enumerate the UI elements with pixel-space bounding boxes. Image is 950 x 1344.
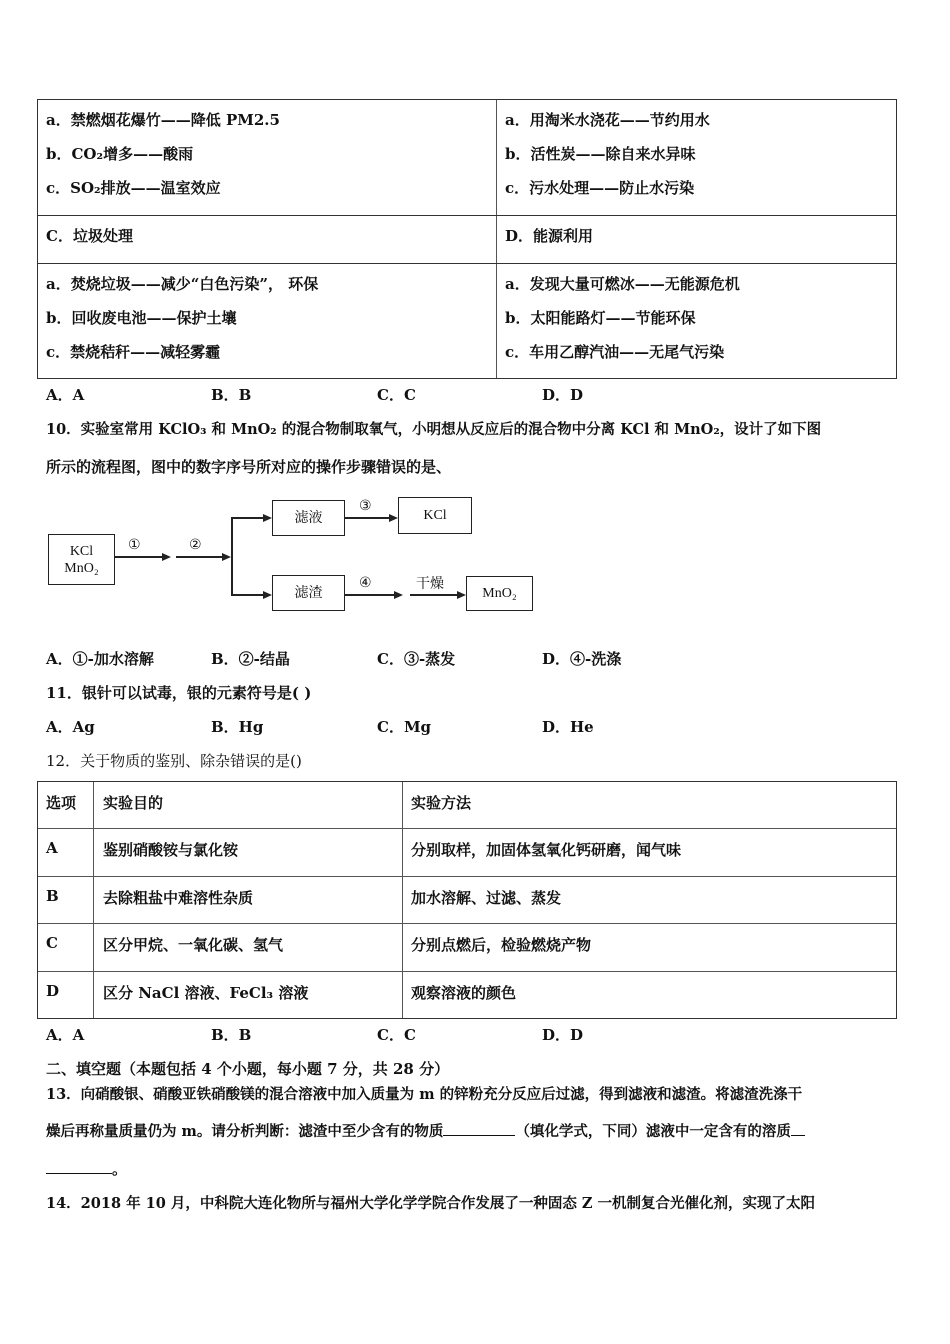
question-10-text: 所示的流程图，图中的数字序号所对应的操作步骤错误的是、 — [46, 458, 452, 476]
header-purpose: 实验目的 — [103, 794, 164, 812]
question-12-text: 12．关于物质的鉴别、除杂错误的是() — [46, 752, 302, 770]
step-4-label: ④ — [359, 575, 372, 591]
flow-label: 滤渣 — [294, 585, 323, 601]
answer-option-d[interactable]: D．D — [542, 386, 584, 404]
answer-blank-2[interactable] — [791, 1121, 805, 1136]
answer-option-c[interactable]: C．③-蒸发 — [377, 650, 456, 668]
answer-option-a[interactable]: A．①-加水溶解 — [46, 650, 154, 668]
table-divider — [402, 782, 403, 1018]
cell-text: b．CO₂增多——酸雨 — [46, 145, 194, 163]
cell-text: a．用淘米水浇花——节约用水 — [505, 111, 710, 129]
row-method: 分别取样，加固体氢氧化钙研磨，闻气味 — [411, 841, 682, 859]
arrow-head-icon — [263, 514, 272, 522]
table-divider — [38, 828, 896, 829]
arrow-line — [231, 594, 264, 596]
cell-text: a．焚烧垃圾——减少“白色污染”， 环保 — [46, 275, 319, 293]
branch-line — [231, 517, 233, 595]
question-14-text: 14．2018 年 10 月，中科院大连化物所与福州大学化学学院合作发展了一种固态 Z 一机制复合光催化剂，实现了太阳 — [46, 1195, 816, 1212]
table-divider — [38, 876, 896, 877]
row-method: 加水溶解、过滤、蒸发 — [411, 889, 562, 907]
question-13-segment: 。 — [112, 1160, 128, 1178]
flow-label: MnO₂ — [64, 560, 99, 576]
table-divider — [93, 782, 94, 1018]
table-divider — [496, 100, 497, 378]
cell-text: c．污水处理——防止水污染 — [505, 179, 695, 197]
answer-option-d[interactable]: D．D — [542, 1026, 584, 1044]
section-header-d: D．能源利用 — [505, 227, 594, 245]
answer-option-b[interactable]: B．B — [211, 386, 252, 404]
arrow-line — [345, 517, 389, 519]
arrow-head-icon — [263, 591, 272, 599]
dry-label: 干燥 — [416, 576, 444, 592]
answer-option-c[interactable]: C．Mg — [377, 718, 432, 736]
step-2-label: ② — [189, 537, 202, 553]
question-13-text: 13．向硝酸银、硝酸亚铁硝酸镁的混合溶液中加入质量为 m 的锌粉充分反应后过滤，得到滤液和滤渣。将滤渣洗涤干 — [46, 1086, 803, 1103]
flow-box-start — [48, 534, 115, 585]
row-purpose: 区分 NaCl 溶液、FeCl₃ 溶液 — [103, 984, 309, 1002]
row-method: 观察溶液的颜色 — [411, 984, 517, 1002]
answer-option-a[interactable]: A．Ag — [46, 718, 95, 736]
step-1-label: ① — [128, 537, 141, 553]
question-13-text — [46, 1158, 127, 1179]
table-divider — [38, 215, 896, 216]
cell-text: a．禁燃烟花爆竹——降低 PM2.5 — [46, 111, 280, 129]
flow-box-mno2 — [466, 576, 533, 611]
row-label: B — [46, 887, 59, 905]
row-label: D — [46, 982, 60, 1000]
table-divider — [38, 923, 896, 924]
question-10-text: 10．实验室常用 KClO₃ 和 MnO₂ 的混合物制取氧气，小明想从反应后的混合物中分离 KCl 和 MnO₂，设计了如下图 — [46, 421, 822, 438]
cell-text: b．太阳能路灯——节能环保 — [505, 309, 696, 327]
arrow-head-icon — [457, 591, 466, 599]
row-label: A — [46, 839, 58, 857]
arrow-line — [176, 556, 222, 558]
cell-text: b．回收废电池——保护土壤 — [46, 309, 237, 327]
cell-text: a．发现大量可燃冰——无能源危机 — [505, 275, 740, 293]
header-method: 实验方法 — [411, 794, 472, 812]
answer-option-c[interactable]: C．C — [377, 1026, 416, 1044]
question-13-text — [46, 1120, 805, 1141]
answer-blank-2-cont[interactable] — [46, 1159, 112, 1174]
answer-option-b[interactable]: B．Hg — [211, 718, 264, 736]
row-purpose: 区分甲烷、一氧化碳、氢气 — [103, 936, 284, 954]
section-header-c: C．垃圾处理 — [46, 227, 133, 245]
identification-table — [37, 781, 897, 1019]
flow-box-kcl — [398, 497, 472, 534]
answer-option-a[interactable]: A．A — [46, 386, 85, 404]
cell-text: c．SO₂排放——温室效应 — [46, 179, 221, 197]
arrow-head-icon — [394, 591, 403, 599]
row-method: 分别点燃后，检验燃烧产物 — [411, 936, 592, 954]
arrow-line — [115, 556, 165, 558]
arrow-head-icon — [162, 553, 171, 561]
flow-label: 滤液 — [294, 510, 323, 526]
question-11-text: 11．银针可以试毒，银的元素符号是( ) — [46, 684, 312, 702]
step-3-label: ③ — [359, 498, 372, 514]
answer-option-d[interactable]: D．④-洗涤 — [542, 650, 622, 668]
flow-label: KCl — [423, 508, 447, 523]
cell-text: c．车用乙醇汽油——无尾气污染 — [505, 343, 725, 361]
answer-blank-1[interactable] — [443, 1121, 515, 1136]
table-divider — [38, 971, 896, 972]
flow-label: MnO₂ — [482, 586, 517, 601]
question-13-segment: （填化学式，下同）滤液中一定含有的溶质 — [515, 1123, 791, 1140]
arrow-head-icon — [222, 553, 231, 561]
flow-label: KCl — [69, 543, 94, 559]
answer-option-b[interactable]: B．②-结晶 — [211, 650, 290, 668]
arrow-line — [410, 594, 458, 596]
arrow-line — [345, 594, 395, 596]
flow-box-residue — [272, 575, 345, 611]
flow-box-filtrate — [272, 500, 345, 536]
arrow-line — [231, 517, 264, 519]
answer-option-c[interactable]: C．C — [377, 386, 416, 404]
row-label: C — [46, 934, 58, 952]
header-option: 选项 — [46, 794, 77, 812]
section-title: 二、填空题（本题包括 4 个小题，每小题 7 分，共 28 分） — [46, 1060, 450, 1078]
cell-text: c．禁烧秸秆——减轻雾霾 — [46, 343, 221, 361]
row-purpose: 鉴别硝酸铵与氯化铵 — [103, 841, 239, 859]
cell-text: b．活性炭——除自来水异味 — [505, 145, 696, 163]
question-13-segment: 燥后再称量质量仍为 m。请分析判断：滤渣中至少含有的物质 — [46, 1123, 444, 1140]
answer-option-d[interactable]: D．He — [542, 718, 594, 736]
arrow-head-icon — [389, 514, 398, 522]
table-divider — [38, 263, 896, 264]
answer-option-a[interactable]: A．A — [46, 1026, 85, 1044]
row-purpose: 去除粗盐中难溶性杂质 — [103, 889, 254, 907]
environment-table — [37, 99, 897, 379]
answer-option-b[interactable]: B．B — [211, 1026, 252, 1044]
